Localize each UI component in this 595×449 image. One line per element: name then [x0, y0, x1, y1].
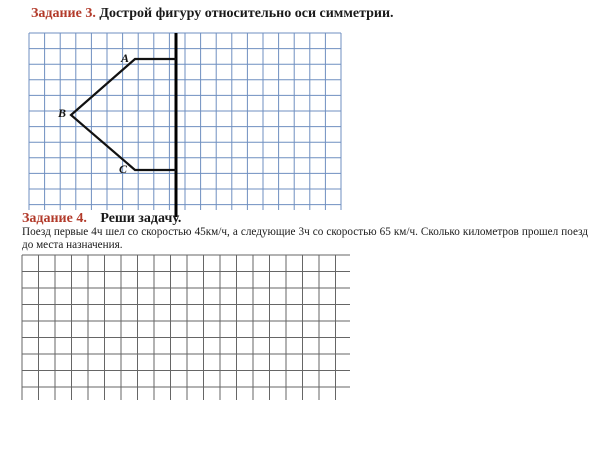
point-label-a: A: [121, 51, 130, 65]
task4-heading: [22, 211, 181, 227]
point-label-b: B: [58, 106, 67, 120]
answer-grid: [22, 255, 350, 400]
task4-problem-text: Поезд первые 4ч шел со скоростью 45км/ч, а следующие 3ч со скоростью 65 км/ч. Сколько километров прошел поезд до места назначения.: [22, 226, 588, 251]
point-label-c: C: [119, 162, 128, 176]
task3-instruction: Дострой фигуру относительно оси симметрии.: [99, 6, 394, 21]
symmetry-grid: [29, 33, 341, 210]
task3-number: Задание 3.: [31, 6, 96, 21]
task4-title: Реши задачу.: [100, 211, 182, 226]
task4-number: Задание 4.: [22, 211, 87, 226]
figure-outline: [71, 59, 176, 170]
